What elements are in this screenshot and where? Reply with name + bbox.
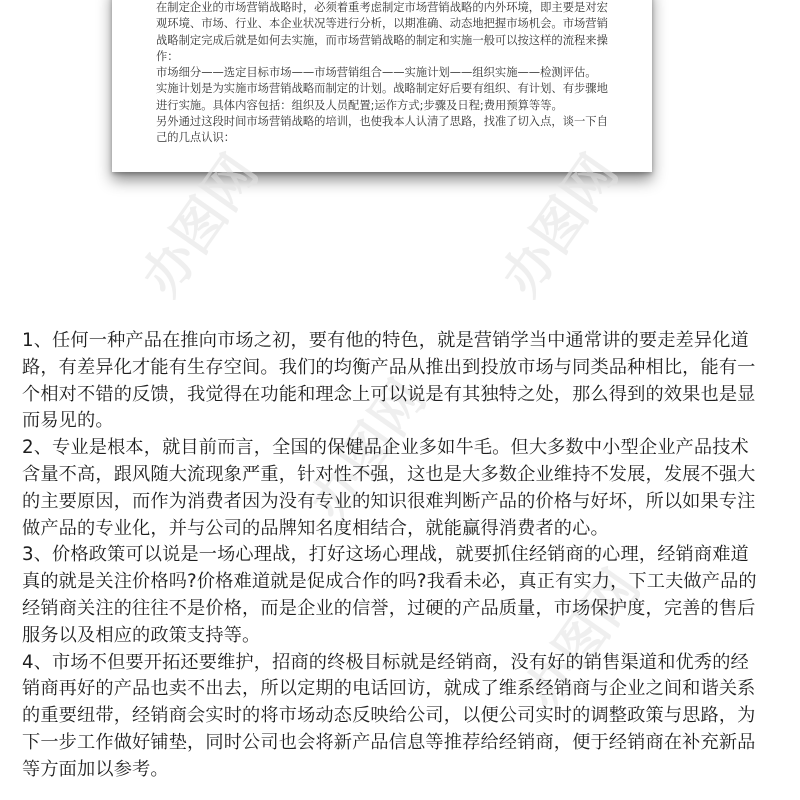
watermark: 办图网 [131, 144, 270, 307]
card-line: 市场细分——选定目标市场——市场营销组合——实施计划——组织实施——检测评估。 [156, 66, 597, 80]
watermark: 办图网 [299, 369, 438, 532]
article-line: 而易见的。 [22, 410, 114, 432]
article-line: 服务以及相应的政策支持等。 [22, 624, 261, 646]
article-line: 下一步工作做好铺垫，同时公司也会将新产品信息等推荐给经销商，便于经销商在补充新品 [22, 731, 756, 753]
card-line: 己的几点认识： [156, 131, 236, 145]
article-line: 销商再好的产品也卖不出去，所以定期的电话回访，就成了维系经销商与企业之间和谐关系 [22, 678, 756, 700]
card-line: 在制定企业的市场营销战略时，必须着重考虑制定市场营销战略的内外环境，即主要是对宏 [156, 1, 608, 14]
card-line: 观环境、市场、行业、本企业状况等进行分析，以期准确、动态地把握市场机会。市场营销 [156, 17, 608, 31]
card-line: 作： [156, 49, 179, 63]
article-line: 含量不高，跟风随大流现象严重，针对性不强，这也是大多数企业维持不发展，发展不强大 [22, 463, 756, 485]
article-line: 真的就是关注价格吗?价格难道就是促成合作的吗?我看未必，真正有实力，下工夫做产品的 [22, 571, 757, 593]
article-line: 经销商关注的往往不是价格，而是企业的信誉，过硬的产品质量，市场保护度，完善的售后 [22, 597, 756, 619]
watermark: 办图网 [513, 559, 652, 722]
article-line: 4、市场不但要开拓还要维护，招商的终极目标就是经销商，没有好的销售渠道和优秀的经 [22, 651, 749, 673]
card-line: 另外通过这段时间市场营销战略的培训，也使我本人认清了思路，找准了切入点，谈一下自 [156, 115, 608, 129]
watermark: 办图网 [491, 144, 630, 307]
card-text-block [156, 0, 646, 147]
article-line: 2、专业是根本，就目前而言，全国的保健品企业多如牛毛。但大多数中小型企业产品技术 [22, 437, 749, 459]
article-line: 的重要纽带，经销商会实时的将市场动态反映给公司，以便公司实时的调整政策与思路，为 [22, 705, 756, 727]
scanned-document-card [112, 0, 652, 172]
card-line: 进行实施。具体内容包括：组织及人员配置;运作方式;步骤及日程;费用预算等等。 [156, 98, 563, 112]
article-line: 个相对不错的反馈，我觉得在功能和理念上可以说是有其独特之处，那么得到的效果也是显 [22, 383, 756, 405]
article-line: 的主要原因，而作为消费者因为没有专业的知识很难判断产品的价格与好坏，所以如果专注 [22, 490, 756, 512]
article-line: 1、任何一种产品在推向市场之初，要有他的特色，就是营销学当中通常讲的要走差异化道 [22, 330, 749, 351]
article-line: 等方面加以参考。 [22, 758, 169, 780]
article-body [22, 328, 782, 784]
article-line: 路，有差异化才能有生存空间。我们的均衡产品从推出到投放市场与同类品种相比，能有一 [22, 356, 756, 378]
card-line: 战略制定完成后就是如何去实施，而市场营销战略的制定和实施一般可以按这样的流程来操 [156, 33, 608, 47]
card-line: 实施计划是为实施市场营销战略而制定的计划。战略制定好后要有组织、有计划、有步骤地 [156, 82, 608, 96]
article-line: 做产品的专业化，并与公司的品牌知名度相结合，就能赢得消费者的心。 [22, 517, 609, 539]
article-line: 3、价格政策可以说是一场心理战，打好这场心理战，就要抓住经销商的心理，经销商难道 [22, 544, 749, 566]
